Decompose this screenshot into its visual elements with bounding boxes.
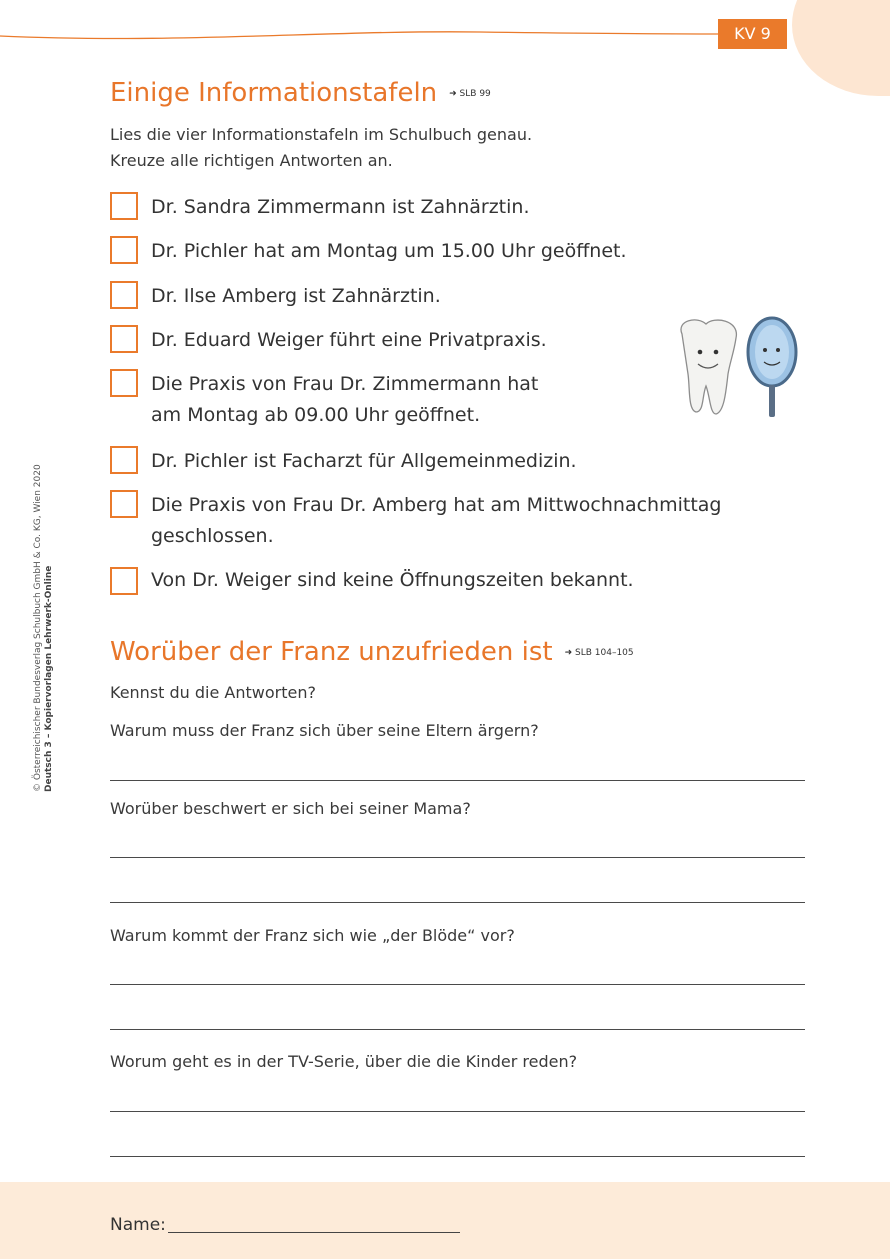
- section1-ref: ➜ SLB 99: [449, 88, 491, 99]
- section2-ref: ➜ SLB 104–105: [564, 647, 634, 658]
- answer-line-2[interactable]: [110, 857, 805, 858]
- tooth-and-mirror-illustration: [668, 312, 808, 424]
- answer-line-1[interactable]: [110, 780, 805, 781]
- statement-3: Dr. Ilse Amberg ist Zahnärztin.: [151, 285, 441, 307]
- statement-1: Dr. Sandra Zimmermann ist Zahnärztin.: [151, 196, 530, 218]
- checkbox-5[interactable]: [110, 369, 138, 397]
- section1-intro: [110, 122, 532, 174]
- statement-5: Die Praxis von Frau Dr. Zimmermann hat am Montag ab 09.00 Uhr geöffnet.: [151, 373, 539, 426]
- statement-2: Dr. Pichler hat am Montag um 15.00 Uhr geöffnet.: [151, 240, 627, 262]
- section2-intro: Kennst du die Antworten?: [110, 683, 316, 702]
- mirror-icon: [748, 318, 796, 417]
- answer-line-6[interactable]: [110, 1111, 805, 1112]
- checkbox-8[interactable]: [110, 567, 138, 595]
- question-2: Worüber beschwert er sich bei seiner Mama?: [110, 799, 471, 818]
- question-4: Worum geht es in der TV-Serie, über die die Kinder reden?: [110, 1052, 578, 1071]
- answer-line-4[interactable]: [110, 984, 805, 985]
- checkbox-7[interactable]: [110, 490, 138, 518]
- checkbox-2[interactable]: [110, 236, 138, 264]
- name-line[interactable]: [168, 1232, 460, 1233]
- answer-line-3[interactable]: [110, 902, 805, 903]
- statement-6: Dr. Pichler ist Facharzt für Allgemeinmedizin.: [151, 450, 577, 472]
- copyright-sidebar: [33, 464, 55, 792]
- checkbox-3[interactable]: [110, 281, 138, 309]
- tooth-icon: [681, 320, 736, 414]
- section2-title: [110, 635, 634, 670]
- statement-7: Die Praxis von Frau Dr. Amberg hat am Mittwochnachmittag geschlossen.: [151, 494, 722, 547]
- checkbox-4[interactable]: [110, 325, 138, 353]
- checkbox-6[interactable]: [110, 446, 138, 474]
- kv-badge: KV 9: [718, 19, 787, 49]
- section1-title: [110, 76, 491, 111]
- statement-4: Dr. Eduard Weiger führt eine Privatpraxis.: [151, 329, 547, 351]
- question-3: Warum kommt der Franz sich wie „der Blöde“ vor?: [110, 926, 515, 945]
- answer-line-7[interactable]: [110, 1156, 805, 1157]
- checkbox-1[interactable]: [110, 192, 138, 220]
- series-text: Deutsch 3 – Kopiervorlagen Lehrwerk-Online: [44, 565, 54, 792]
- answer-line-5[interactable]: [110, 1029, 805, 1030]
- intro-line-1: Lies die vier Informationstafeln im Schulbuch genau.: [110, 125, 533, 144]
- name-label: Name:: [110, 1215, 166, 1235]
- question-1: Warum muss der Franz sich über seine Eltern ärgern?: [110, 721, 539, 740]
- section1-title-text: Einige Informationstafeln: [110, 78, 438, 108]
- statement-8: Von Dr. Weiger sind keine Öffnungszeiten bekannt.: [151, 569, 634, 591]
- section2-title-text: Worüber der Franz unzufrieden ist: [110, 637, 553, 667]
- copyright-text: © Österreichischer Bundesverlag Schulbuch GmbH & Co. KG, Wien 2020: [33, 464, 43, 792]
- intro-line-2: Kreuze alle richtigen Antworten an.: [110, 151, 393, 170]
